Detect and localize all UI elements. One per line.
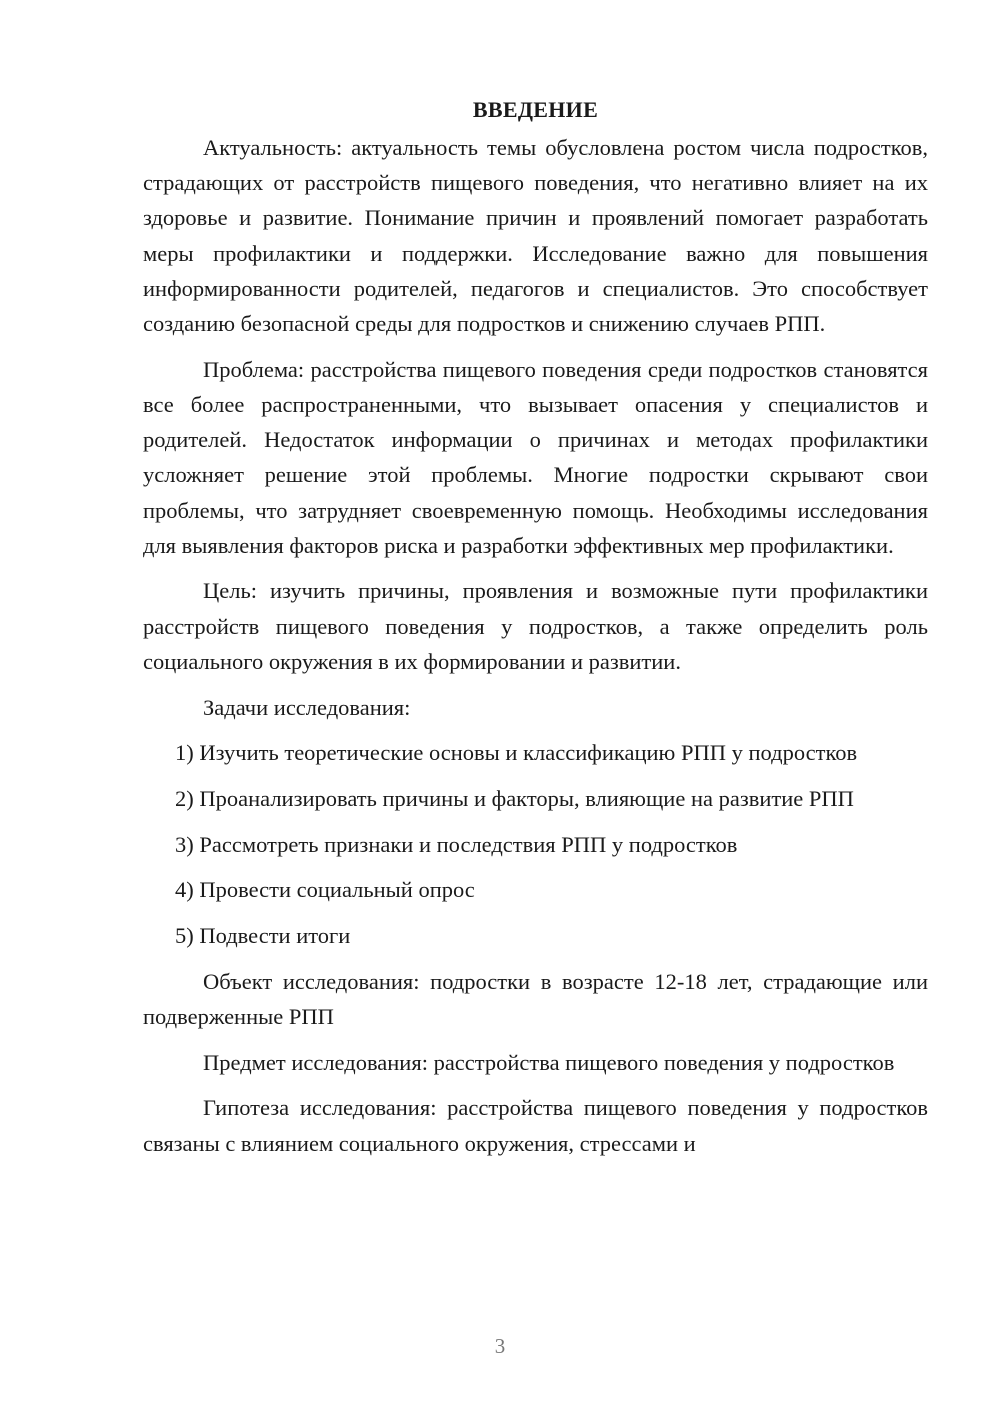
- task-item: 4) Провести социальный опрос: [175, 877, 475, 903]
- paragraph-relevance: Актуальность: актуальность темы обусловлена ростом числа подростков, страдающих от расстройств пищевого поведения, что негативно влияет на их здоровье и развитие. Понимание причин и проявлений помогает разработать меры профилактики и поддержки. Исследование важно для повышения информированности родителей, педагогов и специалистов. Это способствует созданию безопасной среды для подростков и снижению случаев РПП.: [143, 135, 928, 337]
- section-heading: ВВЕДЕНИЕ: [472, 97, 599, 122]
- task-item: 5) Подвести итоги: [175, 923, 351, 949]
- paragraph-problem: Проблема: расстройства пищевого поведения среди подростков становятся все более распространенными, что вызывает опасения у специалистов и родителей. Недостаток информации о причинах и методах профилактики усложняет решение этой проблемы. Многие подростки скрывают свои проблемы, что затрудняет своевременную помощь. Необходимы исследования для выявления факторов риска и разработки эффективных мер профилактики.: [143, 356, 928, 558]
- paragraph-hypothesis: Гипотеза исследования: расстройства пищевого поведения у подростков связаны с влиянием социального окружения, стрессами и: [143, 1095, 928, 1156]
- document-page: [143, 92, 928, 1161]
- paragraph-subject: Предмет исследования: расстройства пищевого поведения у подростков: [203, 1049, 895, 1075]
- task-item: 3) Рассмотреть признаки и последствия РПП у подростков: [175, 831, 738, 857]
- task-list: [143, 735, 928, 953]
- task-item: 2) Проанализировать причины и факторы, влияющие на развитие РПП: [175, 785, 854, 811]
- paragraph-goal: Цель: изучить причины, проявления и возможные пути профилактики расстройств пищевого поведения у подростков, а также определить роль социального окружения в их формировании и развитии.: [143, 578, 928, 674]
- page-number: 3: [494, 1334, 506, 1358]
- paragraph-object: Объект исследования: подростки в возрасте 12-18 лет, страдающие или подверженные РПП: [143, 968, 928, 1029]
- task-item: 1) Изучить теоретические основы и классификацию РПП у подростков: [175, 740, 858, 766]
- paragraph-tasks-title: Задачи исследования:: [203, 694, 411, 720]
